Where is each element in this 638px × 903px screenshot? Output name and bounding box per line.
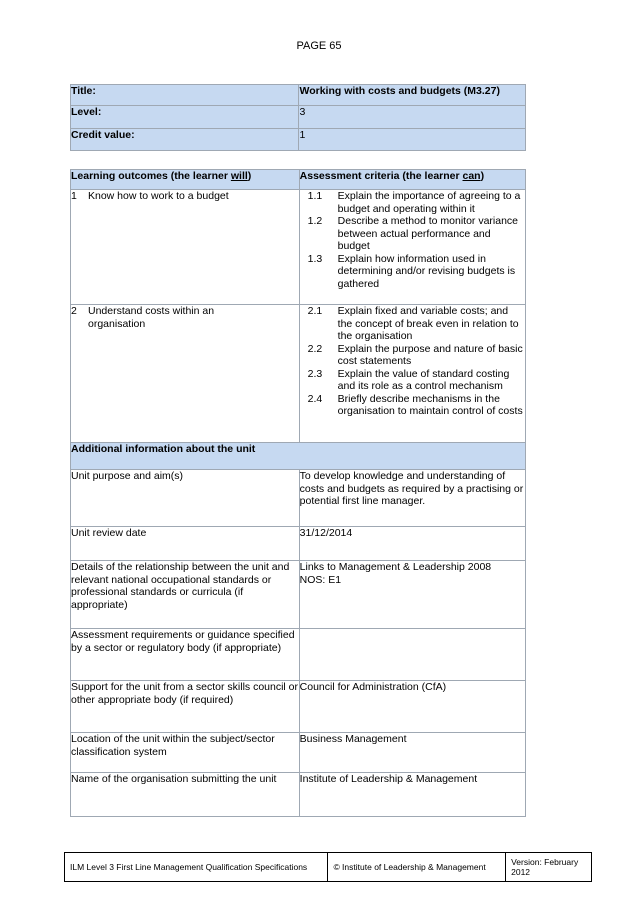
info-value: Council for Administration (CfA) [299, 681, 525, 733]
title-value: Working with costs and budgets (M3.27) [299, 85, 526, 106]
additional-info-heading-row [71, 443, 526, 470]
credit-row [71, 129, 526, 151]
criterion: 1.2 Describe a method to monitor variance between actual performance and budget [307, 215, 519, 252]
outcome-text: Understand costs within an organisation [88, 305, 215, 330]
info-row [71, 561, 526, 629]
title-row [71, 85, 526, 106]
unit-specification-table [70, 84, 526, 151]
outcome-number: 2 [71, 305, 77, 317]
info-value [299, 629, 525, 681]
info-value: Links to Management & Leadership 2008 NOS: E1 [299, 561, 525, 629]
criterion: 1.3 Explain how information used in determining and/or revising budgets is gathered [307, 252, 516, 290]
level-value: 3 [299, 106, 526, 129]
level-label: Level: [71, 106, 299, 129]
additional-info-heading: Additional information about the unit [71, 443, 526, 470]
outcome-row-1 [71, 190, 526, 305]
info-row [71, 629, 526, 681]
outcomes-heading-row [71, 170, 526, 190]
info-row [71, 681, 526, 733]
footer-copyright: © Institute of Leadership & Management [328, 853, 506, 882]
footer-version: Version: February 2012 [506, 853, 592, 882]
info-value: To develop knowledge and understanding of costs and budgets as required by a practising or potential first line manager. [299, 470, 525, 527]
page-number: PAGE 65 [296, 40, 342, 52]
outcome-cell [71, 190, 300, 305]
outcome-row-2 [71, 305, 526, 443]
criterion: 1.1 Explain the importance of agreeing to a budget and operating within it [307, 190, 521, 215]
criterion: 2.3 Explain the value of standard costing and its role as a control mechanism [307, 367, 510, 392]
title-label: Title: [71, 85, 299, 106]
info-value: 31/12/2014 [299, 527, 525, 561]
outcome-text: Know how to work to a budget [88, 190, 229, 202]
criterion: 2.4 Briefly describe mechanisms in the organisation to maintain control of costs [307, 392, 523, 417]
outcomes-table [70, 169, 526, 817]
credit-label: Credit value: [71, 129, 299, 151]
criteria-heading: Assessment criteria (the learner can) [299, 170, 525, 190]
info-row [71, 527, 526, 561]
info-value: Institute of Leadership & Management [299, 773, 525, 817]
info-row [71, 470, 526, 527]
info-row [71, 773, 526, 817]
info-label: Assessment requirements or guidance specified by a sector or regulatory body (if appropriate) [71, 629, 300, 681]
credit-value: 1 [299, 129, 526, 151]
info-value: Business Management [299, 733, 525, 773]
info-label: Unit review date [71, 527, 300, 561]
criterion: 2.1 Explain fixed and variable costs; and the concept of break even in relation to the organisation [307, 305, 519, 342]
page-footer [64, 852, 592, 882]
outcome-cell [71, 305, 300, 443]
info-label: Unit purpose and aim(s) [71, 470, 300, 527]
footer-spec: ILM Level 3 First Line Management Qualification Specifications [65, 853, 328, 882]
criteria-cell [299, 305, 525, 443]
info-label: Location of the unit within the subject/sector classification system [71, 733, 300, 773]
outcomes-heading: Learning outcomes (the learner will) [71, 170, 300, 190]
outcome-number: 1 [71, 190, 77, 202]
level-row [71, 106, 526, 129]
info-row [71, 733, 526, 773]
criterion: 2.2 Explain the purpose and nature of basic cost statements [307, 342, 523, 367]
info-label: Name of the organisation submitting the unit [71, 773, 300, 817]
info-label: Support for the unit from a sector skills council or other appropriate body (if required) [71, 681, 300, 733]
info-label: Details of the relationship between the unit and relevant national occupational standards or professional standards or curricula (if appropriate) [71, 561, 300, 629]
criteria-cell [299, 190, 525, 305]
